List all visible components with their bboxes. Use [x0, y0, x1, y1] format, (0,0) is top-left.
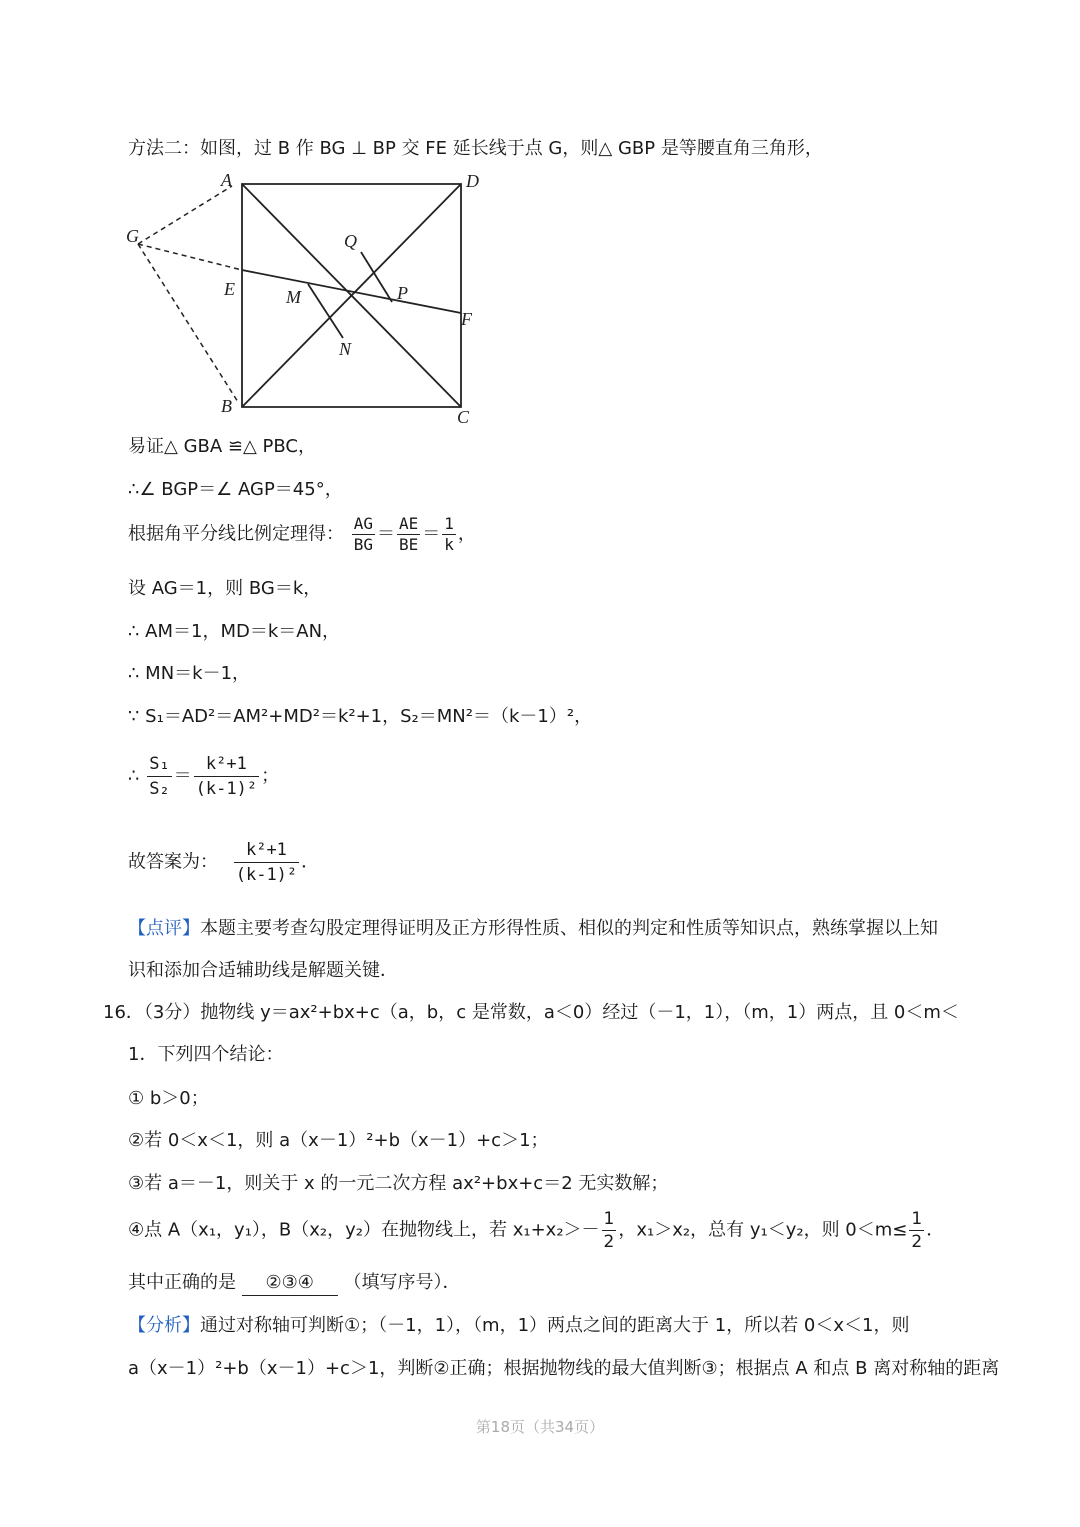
method-two-line: 方法二：如图，过 B 作 BG ⊥ BP 交 FE 延长线于点 G，则△ GBP 是等腰直角三角形， — [128, 138, 823, 159]
analysis-line-2: a（x－1）²+b（x－1）+c＞1，判断②正确；根据抛物线的最大值判断③；根据点 A 和点 B 离对称轴的距离 — [128, 1358, 1000, 1379]
final-answer-line: 故答案为： $\frac{\text{k²+1}}{\text{(k-1)²}}$ ． — [128, 840, 320, 885]
page-footer: 第18页（共34页） — [475, 1418, 605, 1436]
label-g: G — [126, 226, 139, 246]
line-mn — [308, 284, 343, 338]
analysis-tag: 【分析】 — [128, 1315, 200, 1336]
label-d: D — [466, 171, 479, 191]
proof-line-am: ∴ AM＝1，MD＝k＝AN， — [128, 621, 341, 642]
option-3: ③若 a＝－1，则关于 x 的一元二次方程 ax²+bx+c＝2 无实数解； — [128, 1173, 669, 1194]
label-m: M — [286, 287, 301, 307]
label-p: P — [397, 283, 408, 303]
label-q: Q — [344, 231, 357, 251]
comment-line-2: 识和添加合适辅助线是解题关键． — [128, 960, 398, 981]
label-a: A — [221, 170, 232, 190]
analysis-line: 【分析】通过对称轴可判断①；（－1，1），（m，1）两点之间的距离大于 1，所以若 0＜x＜1，则 — [128, 1315, 910, 1336]
label-n: N — [339, 339, 352, 359]
option-4: ④点 A（x₁，y₁），B（x₂，y₂）在抛物线上，若 x₁+x₂＞－ $\frac{1}{2}$ ，x₁＞x₂，总有 y₁＜y₂，则 0＜m≤ $\frac{1}{2}$ ． — [128, 1209, 945, 1252]
answer-blank: ②③④ — [242, 1271, 338, 1296]
question-16-line-2: 1．下列四个结论： — [128, 1044, 284, 1065]
dashed-gb — [138, 244, 238, 402]
label-e: E — [224, 279, 235, 299]
line-ef — [242, 270, 461, 313]
proof-line-ratio: 根据角平分线比例定理得： $\frac{AG}{BG}$ ＝ $\frac{AE}{BE}$ ＝ $\frac{1}{k}$ ， — [128, 514, 476, 554]
proof-line-angles: ∴∠ BGP＝∠ AGP＝45°， — [128, 479, 343, 500]
option-2: ②若 0＜x＜1，则 a（x－1）²+b（x－1）+c＞1； — [128, 1130, 549, 1151]
option-1: ① b＞0； — [128, 1088, 209, 1109]
label-c: C — [457, 407, 470, 427]
comment-tag: 【点评】 — [128, 918, 200, 939]
answer-line: 其中正确的是 ②③④ （填写序号）． — [128, 1271, 460, 1296]
label-b: B — [221, 396, 232, 416]
dashed-ga — [138, 186, 232, 244]
proof-line-congruent: 易证△ GBA ≌△ PBC， — [128, 436, 316, 457]
proof-line-mn: ∴ MN＝k－1， — [128, 663, 251, 684]
comment-line: 【点评】本题主要考查勾股定理得证明及正方形得性质、相似的判定和性质等知识点，熟练掌握以上知 — [128, 918, 938, 939]
proof-line-ratio-result: ∴ $\frac{\text{S₁}}{\text{S₂}}$ ＝ $\frac{\text{k²+1}}{\text{(k-1)²}}$ ； — [128, 754, 280, 799]
proof-line-areas: ∵ S₁＝AD²＝AM²+MD²＝k²+1，S₂＝MN²＝（k－1）²， — [128, 706, 593, 727]
label-f: F — [461, 309, 472, 329]
dashed-ge — [138, 244, 242, 270]
question-16-line-1: 16．（3分）抛物线 y＝ax²+bx+c（a，b，c 是常数，a＜0）经过（－1，1），（m，1）两点，且 0＜m＜ — [103, 1002, 959, 1023]
proof-line-set: 设 AG＝1，则 BG＝k， — [128, 578, 322, 599]
geometry-figure — [120, 168, 490, 430]
